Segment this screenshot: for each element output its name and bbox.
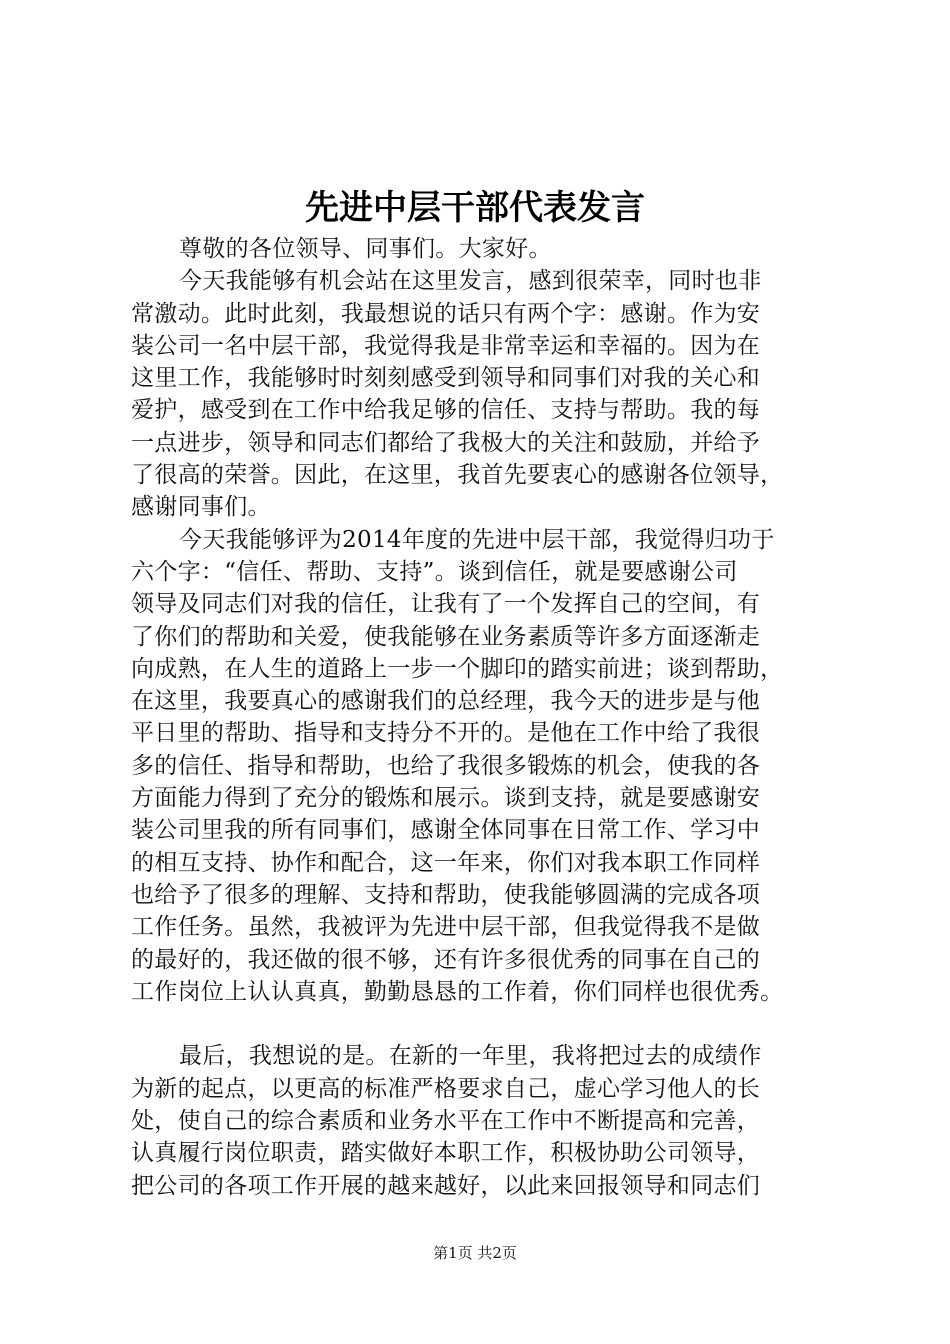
- text-line: 为新的起点，以更高的标准严格要求自己，虚心学习他人的长: [131, 1075, 761, 1102]
- text-line: 的最好的，我还做的很不够，还有许多很优秀的同事在自己的: [131, 946, 761, 973]
- text-line: 爱护，感受到在工作中给我足够的信任、支持与帮助。我的每: [131, 397, 761, 424]
- text-line: 这里工作，我能够时时刻刻感受到领导和同事们对我的关心和: [131, 365, 761, 392]
- text-line: 把公司的各项工作开展的越来越好，以此来回报领导和同志们: [131, 1172, 761, 1199]
- text-line: 向成熟，在人生的道路上一步一个脚印的踏实前进；谈到帮助，: [131, 655, 784, 682]
- text-line: 在这里，我要真心的感谢我们的总经理，我今天的进步是与他: [131, 688, 761, 715]
- text-line: 领导及同志们对我的信任，让我有了一个发挥自己的空间，有: [131, 591, 761, 618]
- page-title: 先进中层干部代表发言: [305, 188, 645, 228]
- text-line: 尊敬的各位领导、同事们。大家好。: [179, 236, 552, 262]
- text-line: 处，使自己的综合素质和业务水平在工作中不断提高和完善，: [131, 1108, 761, 1135]
- text-line: 今天我能够有机会站在这里发言，感到很荣幸，同时也非: [179, 268, 762, 295]
- text-line: 认真履行岗位职责，踏实做好本职工作，积极协助公司领导，: [131, 1140, 761, 1167]
- text-line: 也给予了很多的理解、支持和帮助，使我能够圆满的完成各项: [131, 881, 761, 908]
- text-line: 最后，我想说的是。在新的一年里，我将把过去的成绩作: [179, 1043, 762, 1070]
- text-line: 装公司一名中层干部，我觉得我是非常幸运和幸福的。因为在: [131, 332, 761, 359]
- blank-line: [131, 1008, 851, 1040]
- text-line: 六个字：“信任、帮助、支持”。谈到信任，就是要感谢公司: [131, 558, 738, 585]
- text-line: 的相互支持、协作和配合，这一年来，你们对我本职工作同样: [131, 849, 761, 876]
- text-line: 多的信任、指导和帮助，也给了我很多锻炼的机会，使我的各: [131, 752, 761, 779]
- text-line: 工作岗位上认认真真，勤勤恳恳的工作着，你们同样也很优秀。: [131, 978, 784, 1005]
- text-line: 了你们的帮助和关爱，使我能够在业务素质等许多方面逐渐走: [131, 623, 761, 650]
- text-line: 平日里的帮助、指导和支持分不开的。是他在工作中给了我很: [131, 720, 761, 747]
- page-footer: 第1页 共2页: [433, 1244, 517, 1262]
- document-body: [131, 233, 851, 1202]
- text-line: 工作任务。虽然，我被评为先进中层干部，但我觉得我不是做: [131, 914, 761, 941]
- text-line: 今天我能够评为2014年度的先进中层干部，我觉得归功于: [179, 526, 775, 553]
- text-line: 装公司里我的所有同事们，感谢全体同事在日常工作、学习中: [131, 817, 761, 844]
- text-line: 感谢同事们。: [131, 494, 271, 521]
- text-line: 了很高的荣誉。因此，在这里，我首先要衷心的感谢各位领导，: [131, 462, 784, 489]
- text-line: 一点进步，领导和同志们都给了我极大的关注和鼓励，并给予: [131, 429, 761, 456]
- text-line: 常激动。此时此刻，我最想说的话只有两个字：感谢。作为安: [131, 300, 761, 327]
- text-line: 方面能力得到了充分的锻炼和展示。谈到支持，就是要感谢安: [131, 785, 761, 812]
